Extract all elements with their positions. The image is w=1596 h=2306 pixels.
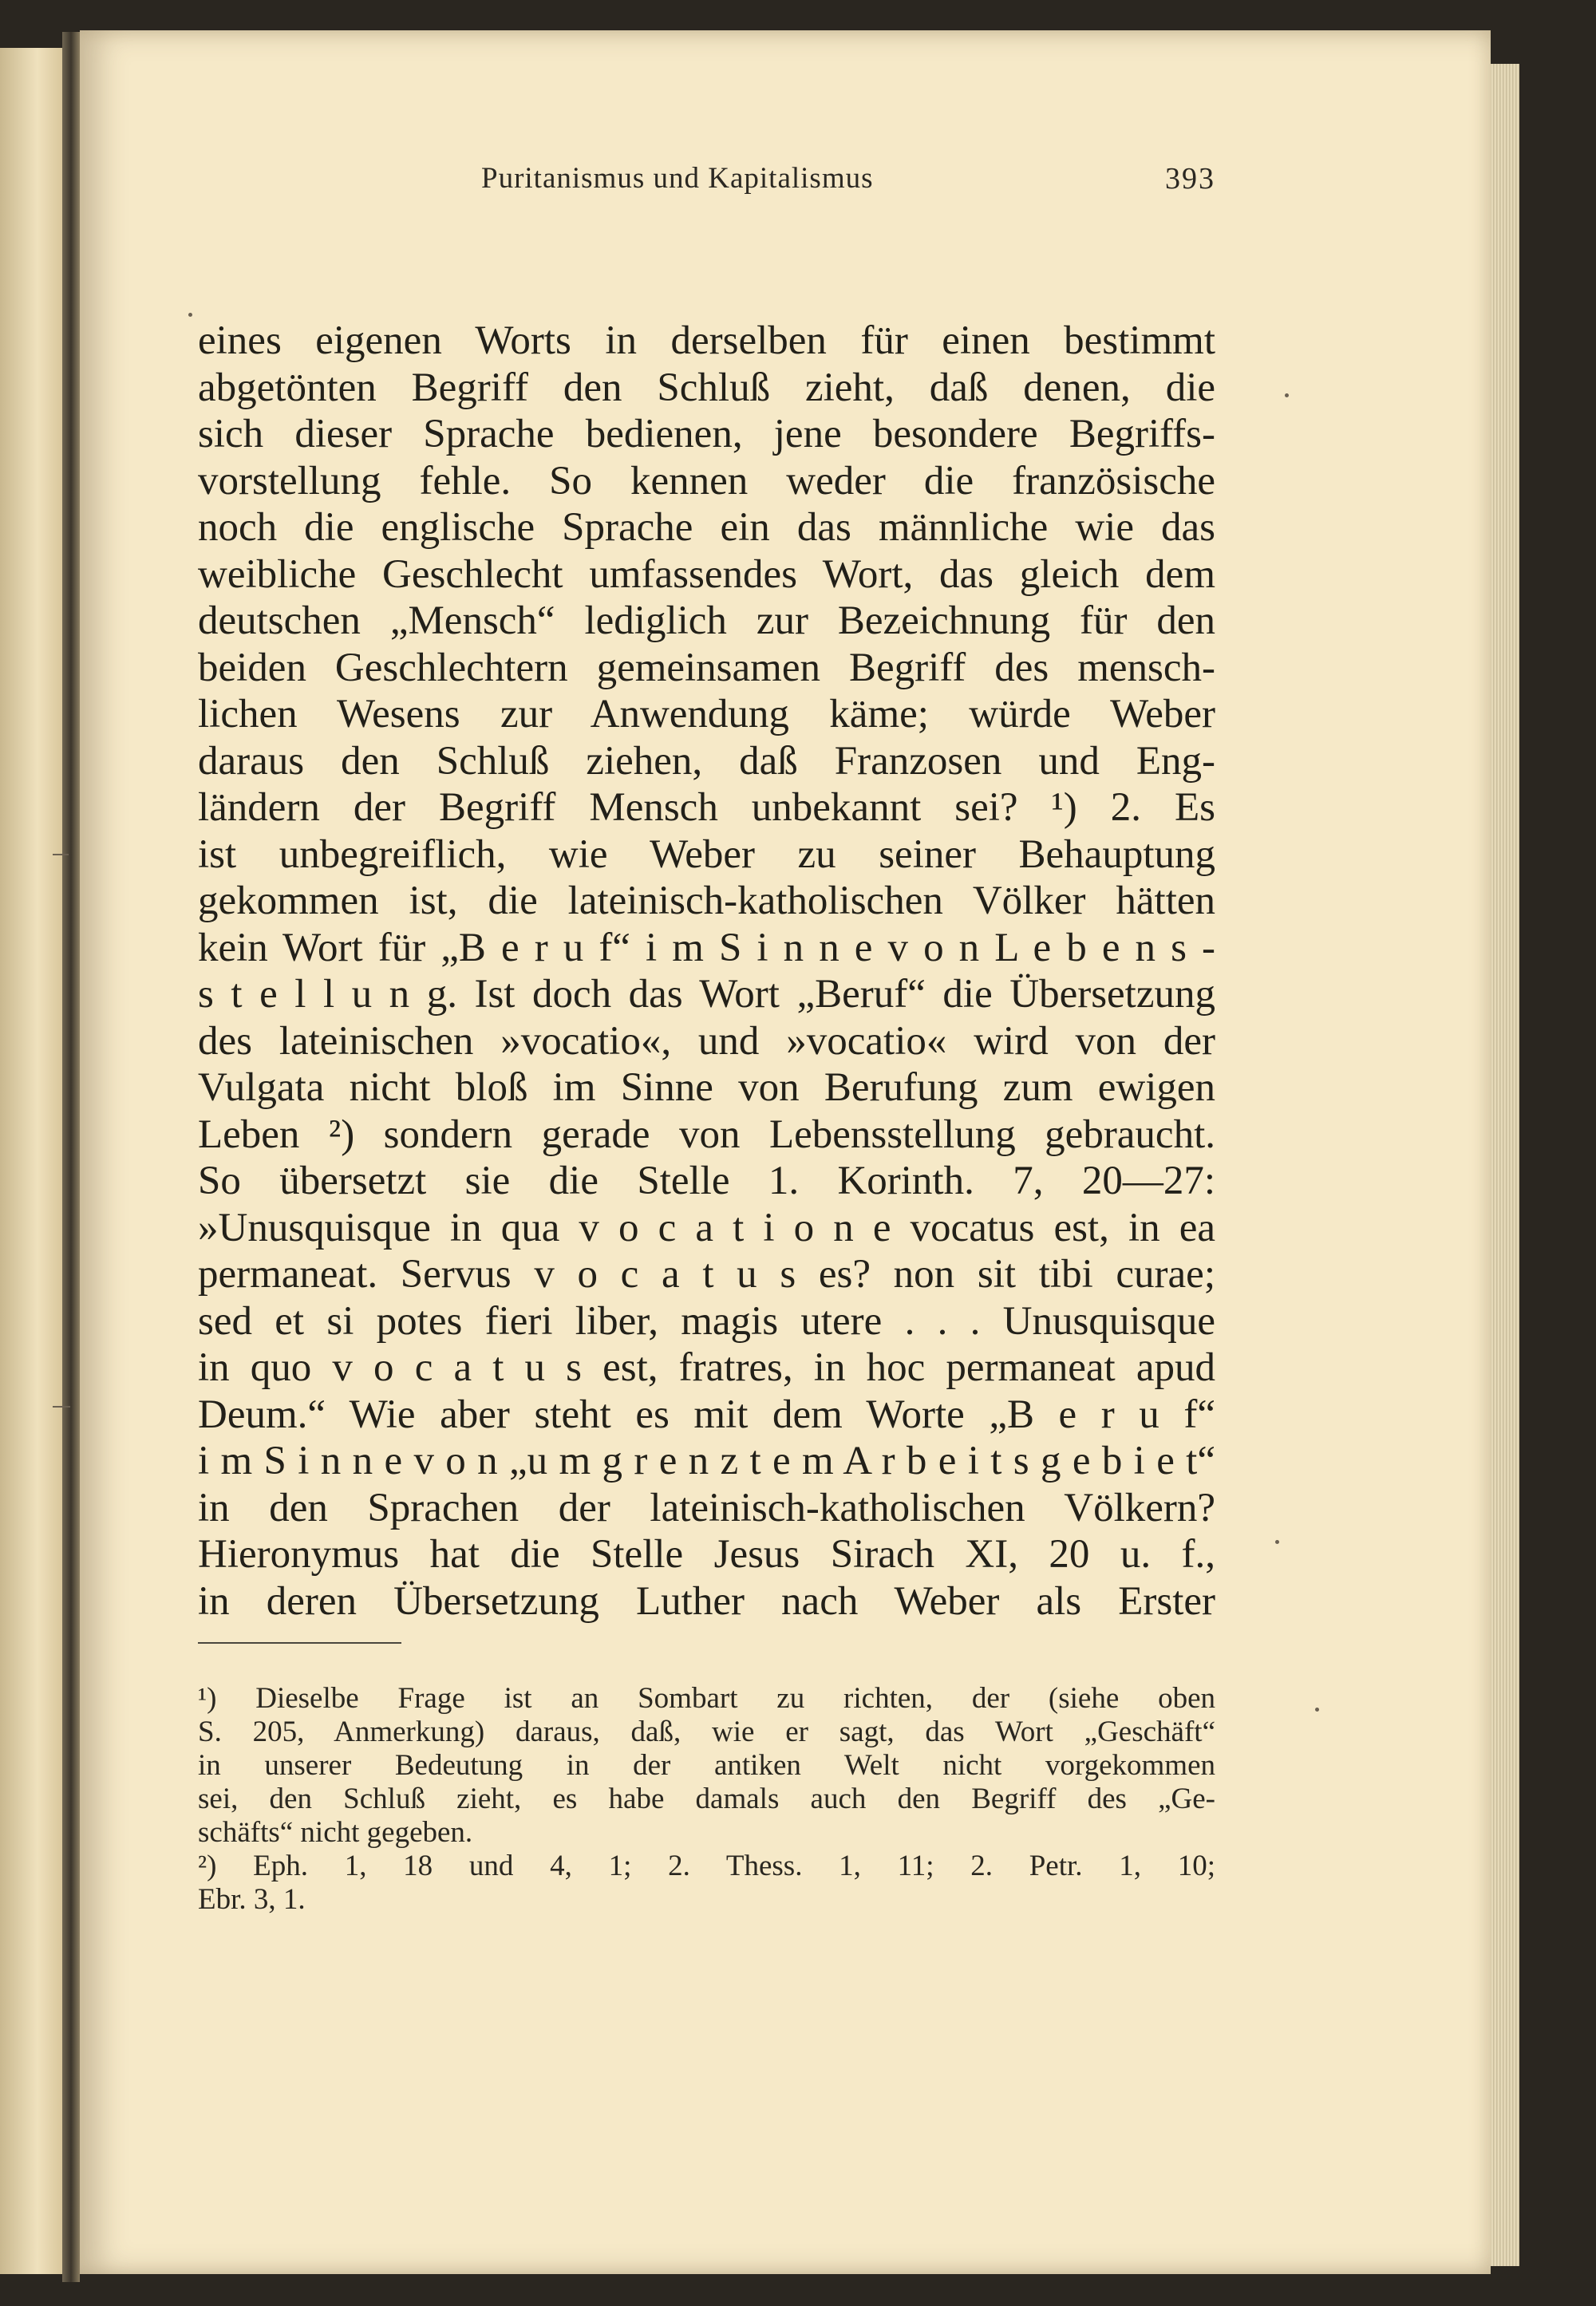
page-number: 393 xyxy=(1165,162,1215,195)
text-line: s t e l l u n g. Ist doch das Wort „Beruf“ die Übersetzung xyxy=(198,972,1215,1017)
footnote-line: sei, den Schluß zieht, es habe damals auch den Begriff des „Ge- xyxy=(198,1783,1215,1815)
text-line: vorstellung fehle. So kennen weder die französische xyxy=(198,458,1215,503)
footnote-line: ²) Eph. 1, 18 und 4, 1; 2. Thess. 1, 11; 2. Petr. 1, 10; xyxy=(198,1850,1215,1882)
text-line: Hieronymus hat die Stelle Jesus Sirach XI, 20 u. f., xyxy=(198,1532,1215,1577)
running-head xyxy=(198,161,1215,204)
text-line: daraus den Schluß ziehen, daß Franzosen und Eng- xyxy=(198,738,1215,784)
margin-dot xyxy=(1315,1708,1319,1712)
footnotes xyxy=(198,1682,1215,1917)
text-line: sed et si potes fieri liber, magis utere . . . Unusquisque xyxy=(198,1298,1215,1344)
footnote-line: schäfts“ nicht gegeben. xyxy=(198,1816,473,1849)
footnote-rule xyxy=(198,1642,401,1644)
text-line: ländern der Begriff Mensch unbekannt sei? ¹) 2. Es xyxy=(198,785,1215,830)
footnote-line: ¹) Dieselbe Frage ist an Sombart zu richten, der (siehe oben xyxy=(198,1682,1215,1715)
text-line: eines eigenen Worts in derselben für einen bestimmt xyxy=(198,318,1215,363)
text-line: kein Wort für „B e r u f“ i m S i n n e v o n L e b e n s - xyxy=(198,925,1215,970)
page-stack-edges xyxy=(1491,64,1519,2266)
margin-tick xyxy=(53,1406,70,1408)
text-line: noch die englische Sprache ein das männliche wie das xyxy=(198,505,1215,550)
text-line: in deren Übersetzung Luther nach Weber als Erster xyxy=(198,1578,1215,1624)
book-gutter xyxy=(62,32,80,2282)
text-line: ist unbegreiflich, wie Weber zu seiner Behauptung xyxy=(198,831,1215,877)
footnote-line: S. 205, Anmerkung) daraus, daß, wie er sagt, das Wort „Geschäft“ xyxy=(198,1716,1215,1748)
text-line: abgetönten Begriff den Schluß zieht, daß denen, die xyxy=(198,365,1215,410)
text-line: Vulgata nicht bloß im Sinne von Berufung zum ewigen xyxy=(198,1065,1215,1110)
text-line: in quo v o c a t u s est, fratres, in hoc permaneat apud xyxy=(198,1345,1215,1390)
text-line: gekommen ist, die lateinisch-katholischen Völker hätten xyxy=(198,879,1215,923)
text-line: in den Sprachen der lateinisch-katholischen Völkern? xyxy=(198,1485,1215,1530)
main-text xyxy=(198,318,1215,1625)
footnote-line: in unserer Bedeutung in der antiken Welt nicht vorgekommen xyxy=(198,1749,1215,1782)
text-line: deutschen „Mensch“ lediglich zur Bezeichnung für den xyxy=(198,598,1215,643)
text-line: permaneat. Servus v o c a t u s es? non sit tibi curae; xyxy=(198,1252,1215,1297)
footnote-line: Ebr. 3, 1. xyxy=(198,1883,306,1916)
text-line: sich dieser Sprache bedienen, jene besondere Begriffs- xyxy=(198,412,1215,456)
facing-page-edge xyxy=(0,48,62,2274)
text-line: i m S i n n e v o n „u m g r e n z t e m A r b e i t s g e b i e t“ xyxy=(198,1439,1215,1483)
margin-dot xyxy=(188,313,192,317)
margin-dot xyxy=(1285,393,1289,397)
text-line: »Unusquisque in qua v o c a t i o n e vocatus est, in ea xyxy=(198,1205,1215,1250)
text-line: des lateinischen »vocatio«, und »vocatio« wird von der xyxy=(198,1018,1215,1064)
text-line: lichen Wesens zur Anwendung käme; würde Weber xyxy=(198,692,1215,736)
margin-dot xyxy=(1275,1540,1279,1544)
text-line: Leben ²) sondern gerade von Lebensstellung gebraucht. xyxy=(198,1112,1215,1157)
running-title: Puritanismus und Kapitalismus xyxy=(481,162,874,195)
text-line: beiden Geschlechtern gemeinsamen Begriff des mensch- xyxy=(198,645,1215,690)
text-line: So übersetzt sie die Stelle 1. Korinth. 7, 20—27: xyxy=(198,1159,1215,1203)
margin-tick xyxy=(53,854,69,855)
text-line: weibliche Geschlecht umfassendes Wort, das gleich dem xyxy=(198,551,1215,597)
text-line: Deum.“ Wie aber steht es mit dem Worte „B e r u f“ xyxy=(198,1392,1215,1437)
